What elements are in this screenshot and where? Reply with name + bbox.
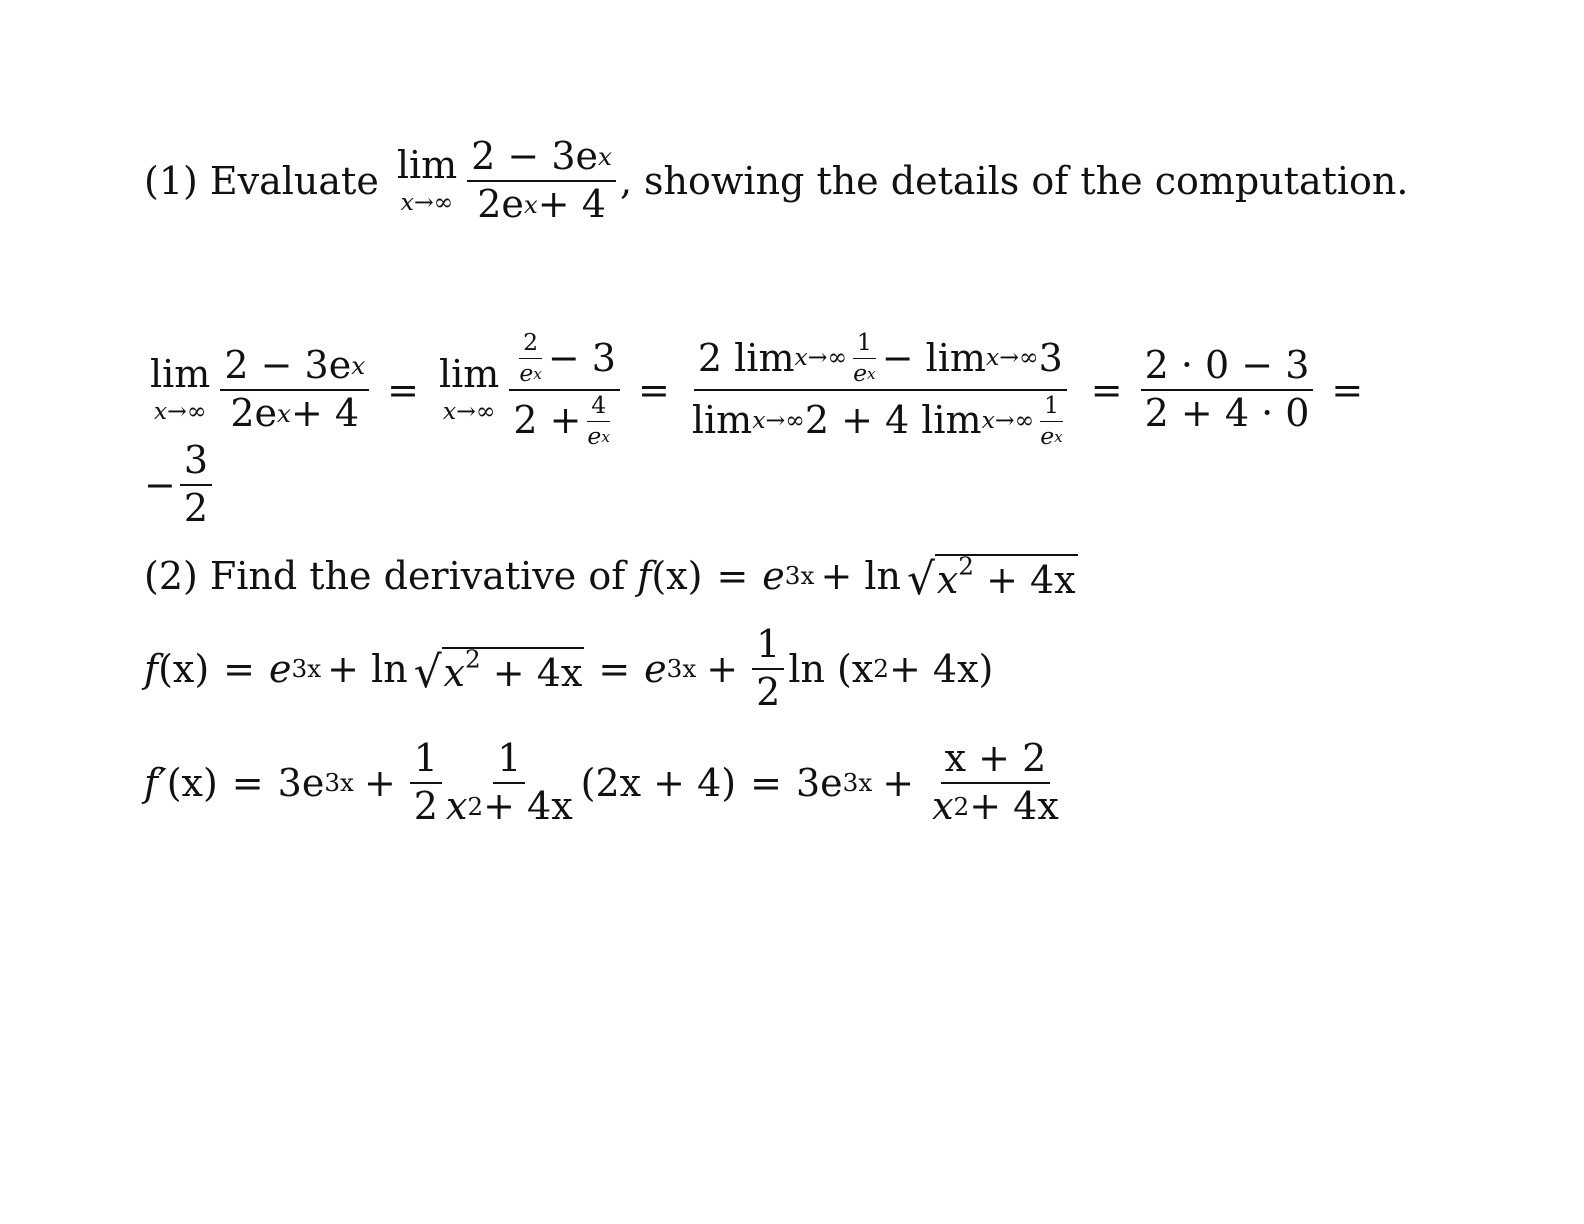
result-fraction: $\frac{3}{2}$ [180,440,212,530]
solution-2-derivative: f′ (x) = 3e 3x + $\frac{1}{2}$ 1 x 2 + 4x (2x + 4) = 3e 3x + x + 2 x 2 + 4x [144,738,1067,828]
problem-1-fraction: 2 − 3e x 2e x + 4 [467,136,616,226]
solution-1-fraction-1: 2 − 3e x 2e x + 4 [220,345,369,435]
equals-sign: = [638,367,670,412]
problem-1-label: (1) Evaluate [144,158,379,203]
problem-1-tail: showing the details of the computation. [644,158,1409,203]
problem-2-statement: (2) Find the derivative of f (x) = e 3x + ln √ $x^2 + 4x$ [144,551,1076,606]
solution-2-rewrite: f (x) = e 3x + ln √ $x^2 + 4x$ = e 3x + $\frac{1}{2}$ ln (x 2 + 4x) [144,622,994,714]
final-fraction: x + 2 x 2 + 4x [932,736,1059,828]
solution-1-result [144,440,216,530]
limit-operator: lim x→∞ [438,351,500,425]
solution-1-fraction-2: 2 e x − 3 2 + 4 e x [509,330,620,450]
solution-1-fraction-3: 2 lim x→∞ 1 e x − lim x→∞ 3 lim x→∞ 2 + 4 lim x→∞ 1 e x [688,330,1073,450]
limit-operator: lim x→∞ [150,351,211,425]
problem-1-statement [144,136,1408,226]
equals-sign: = [1331,367,1364,412]
half-fraction: $\frac{1}{2}$ [410,738,442,828]
solution-1-fraction-4: $\frac{2 \cdot 0 - 3}{2 + 4 \cdot 0}$ [1141,345,1314,435]
problem-1-comma: , [619,158,633,203]
equals-sign: = [387,367,419,412]
square-root: √ $x^2 + 4x$ [906,551,1076,606]
square-root: √ $x^2 + 4x$ [413,644,583,699]
result-sign: − [144,462,176,507]
solution-1-chain [144,330,1377,450]
problem-2-label: (2) Find the derivative of [144,554,626,598]
equals-sign: = [1090,367,1123,412]
half-fraction: $\frac{1}{2}$ [752,624,784,714]
limit-operator: lim x→∞ [396,142,458,216]
inverse-fraction: 1 x 2 + 4x [445,736,573,828]
